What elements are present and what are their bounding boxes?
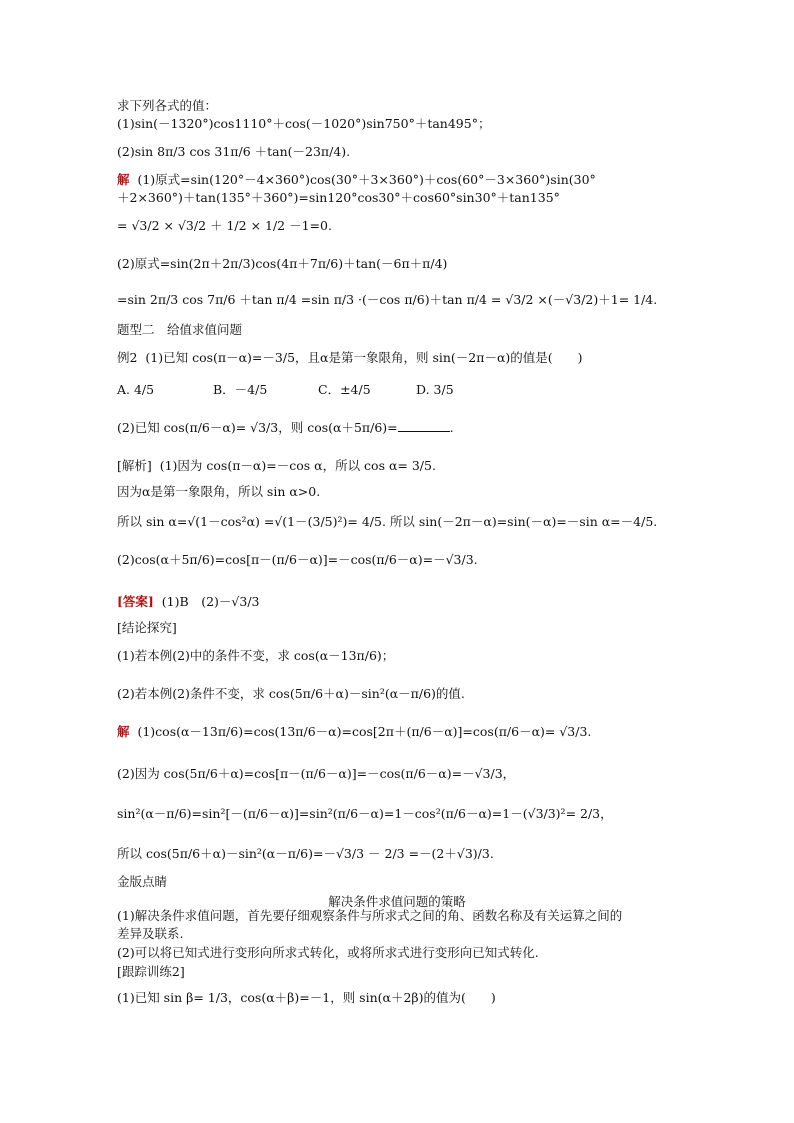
option-c: C．±4/5 xyxy=(318,382,371,397)
problem-heading: 求下列各式的值： xyxy=(117,98,218,113)
answer-label: [答案] xyxy=(117,594,154,609)
analysis-line3: 所以 sin α=√(1－cos²α) =√(1－(3/5)²)= 4/5. 所以 sin(－2π－α)=sin(－α)=－sin α=－4/5. xyxy=(117,514,658,529)
conclusion-q1: (1)若本例(2)中的条件不变，求 cos(α－13π/6)； xyxy=(117,648,395,663)
option-b: B．－4/5 xyxy=(213,382,268,397)
solution2-line1: 解 (1)cos(α－13π/6)=cos(13π/6－α)=cos[2π＋(π/6－α)]=cos(π/6－α)= √3/3. xyxy=(117,724,592,739)
example2-question1: 例2 (1)已知 cos(π－α)=－3/5，且α是第一象限角，则 sin(－2π－α)的值是( ) xyxy=(117,350,583,365)
solution-label: 解 xyxy=(117,172,130,187)
answer-line: [答案] (1)B (2)－√3/3 xyxy=(117,594,260,609)
tips-subtitle: 解决条件求值问题的策略 xyxy=(328,894,466,909)
solution2-label: 解 xyxy=(117,724,130,739)
tips-paragraph2: (2)可以将已知式进行变形向所求式转化，或将所求式进行变形向已知式转化. xyxy=(117,945,539,960)
tips-paragraph1b: 差异及联系. xyxy=(117,926,184,941)
analysis-line1: [解析] (1)因为 cos(π－α)=－cos α，所以 cos α= 3/5. xyxy=(117,458,436,473)
solution1-line5: =sin 2π/3 cos 7π/6 ＋tan π/4 =sin π/3 ·(－cos π/6)＋tan π/4 = √3/2 ×(－√3/2)＋1= 1/4. xyxy=(117,292,658,307)
tips-paragraph1a: (1)解决条件求值问题，首先要仔细观察条件与所求式之间的角、函数名称及有关运算之间的 xyxy=(117,908,623,923)
conclusion-q2: (2)若本例(2)条件不变，求 cos(5π/6＋α)－sin²(α－π/6)的值. xyxy=(117,686,465,701)
training-question1: (1)已知 sin β= 1/3，cos(α＋β)=－1，则 sin(α＋2β)的值为( ) xyxy=(117,990,496,1005)
option-d: D. 3/5 xyxy=(416,382,454,397)
problem-item-1: (1)sin(－1320°)cos1110°＋cos(－1020°)sin750°＋tan495°； xyxy=(117,116,491,131)
analysis-line4: (2)cos(α＋5π/6)=cos[π－(π/6－α)]=－cos(π/6－α)=－√3/3. xyxy=(117,552,478,567)
type2-title: 题型二 给值求值问题 xyxy=(117,322,243,337)
solution1-line1: 解 (1)原式=sin(120°－4×360°)cos(30°＋3×360°)＋cos(60°－3×360°)sin(30° xyxy=(117,172,596,187)
conclusion-title: [结论探究] xyxy=(117,620,177,635)
analysis-label: [解析] xyxy=(117,458,152,473)
answer-blank xyxy=(398,420,450,432)
solution1-line4: (2)原式=sin(2π＋2π/3)cos(4π＋7π/6)＋tan(－6π＋π/4) xyxy=(117,256,448,271)
solution2-line2: (2)因为 cos(5π/6＋α)=cos[π－(π/6－α)]=－cos(π/6－α)=－√3/3， xyxy=(117,766,516,781)
solution2-line3: sin²(α－π/6)=sin²[－(π/6－α)]=sin²(π/6－α)=1－cos²(π/6－α)=1－(√3/3)²= 2/3， xyxy=(117,806,613,821)
tips-title: 金版点睛 xyxy=(117,874,168,889)
solution1-line3: = √3/2 × √3/2 ＋ 1/2 × 1/2 －1=0. xyxy=(117,218,332,233)
example2-question2: (2)已知 cos(π/6－α)= √3/3，则 cos(α＋5π/6)= . xyxy=(117,420,454,435)
problem-item-2: (2)sin 8π/3 cos 31π/6 ＋tan(－23π/4). xyxy=(117,144,351,159)
analysis-line2: 因为α是第一象限角，所以 sin α>0. xyxy=(117,484,321,499)
solution1-line2: ＋2×360°)＋tan(135°＋360°)=sin120°cos30°＋cos60°sin30°＋tan135° xyxy=(117,190,560,205)
option-a: A. 4/5 xyxy=(117,382,155,397)
training-title: [跟踪训练2] xyxy=(117,964,185,979)
solution2-line4: 所以 cos(5π/6＋α)－sin²(α－π/6)=－√3/3 － 2/3 =－(2＋√3)/3. xyxy=(117,846,494,861)
